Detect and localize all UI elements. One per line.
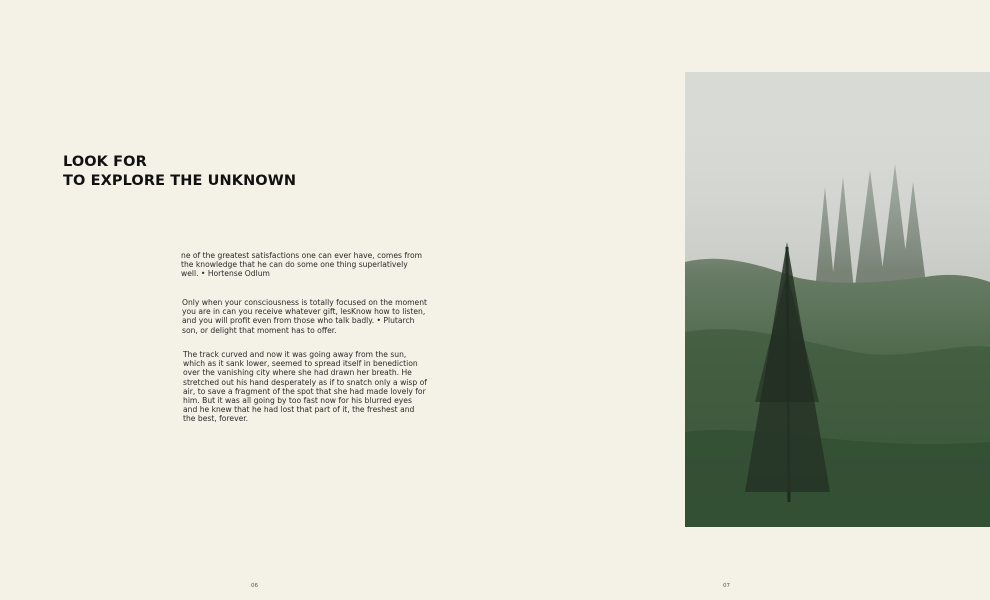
page-number-right: 07	[723, 583, 730, 589]
headline-line-2: TO EXPLORE THE UNKNOWN	[63, 173, 297, 189]
headline	[63, 153, 296, 191]
quote-paragraph-2: Only when your consciousness is totally focused on the moment you are in can you receive whatever gift, lesKnow how to listen, and you will profit even from those who talk badly. • Plutarch son, or delight that moment has to offer.	[182, 298, 428, 335]
body-paragraph: The track curved and now it was going away from the sun, which as it sank lower, seemed to spread itself in benediction over the vanishing city where she had drawn her breath. He stretched out his hand desperately as if to snatch only a wisp of air, to save a fragment of the spot that she had made lovely for him. But it was all going by too fast now for his blurred eyes and he knew that he had lost that part of it, the freshest and the best, forever.	[183, 350, 427, 424]
quote-paragraph-1: ne of the greatest satisfactions one can ever have, comes from the knowledge that he can do some one thing superlatively well. • Hortense Odlum	[181, 251, 423, 279]
foggy-forest-photo	[685, 72, 990, 527]
headline-line-1: LOOK FOR	[63, 154, 147, 170]
page-number-left: 06	[251, 583, 258, 589]
